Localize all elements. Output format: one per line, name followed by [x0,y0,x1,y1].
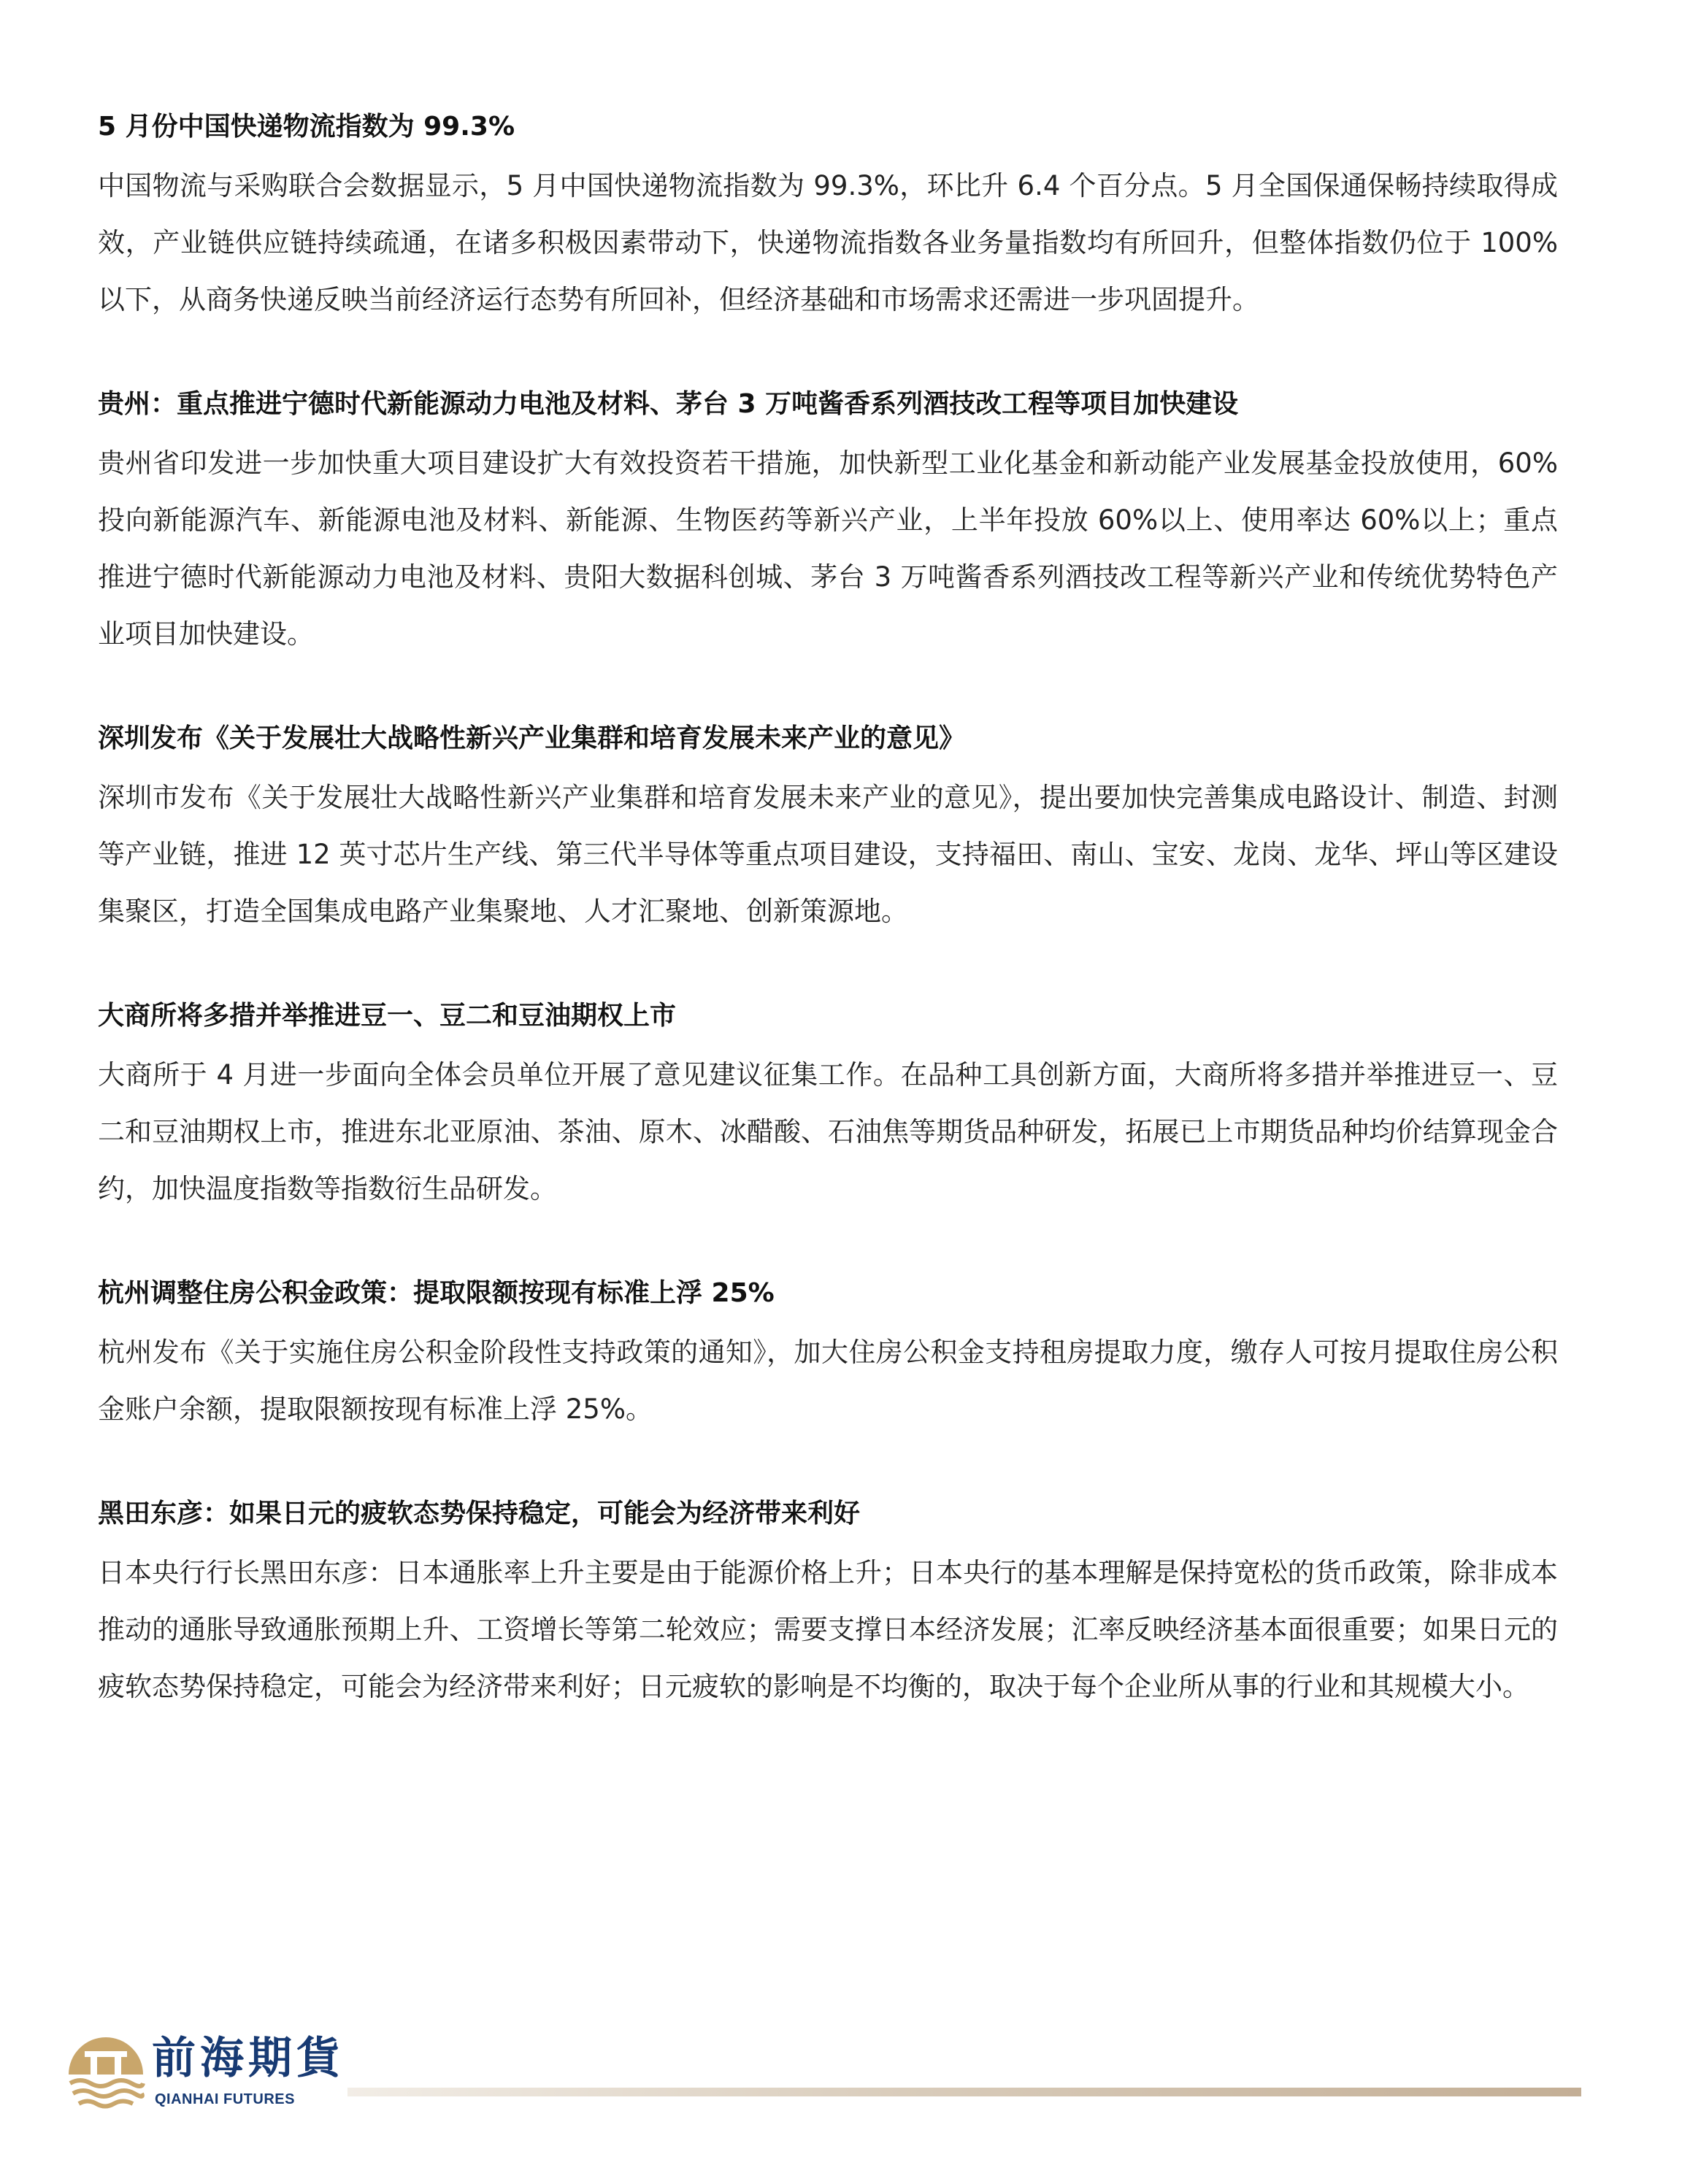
news-title: 杭州调整住房公积金政策：提取限额按现有标准上浮 25% [98,1278,775,1308]
news-title: 黑田东彦：如果日元的疲软态势保持稳定，可能会为经济带来利好 [98,1499,861,1529]
logo-chinese-name: 前海期貨 [152,2033,345,2084]
news-item-kuroda [98,1495,1558,1715]
news-title: 5 月份中国快递物流指数为 99.3% [98,112,515,142]
news-body: 深圳市发布《关于发展壮大战略性新兴产业集群和培育发展未来产业的意见》，提出要加快完善集成电路设计、制造、封测等产业链，推进 12 英寸芯片生产线、第三代半导体等重点项目建设，支持福田、南山、宝安、龙岗、龙华、坪山等区建设集聚区，打造全国集成电路产业集聚地、人才汇聚地、创新策源地。 [98,782,1558,927]
news-body: 中国物流与采购联合会数据显示，5 月中国快递物流指数为 99.3%，环比升 6.4 个百分点。5 月全国保通保畅持续取得成效，产业链供应链持续疏通，在诸多积极因素带动下，快递物流指数各业务量指数均有所回升，但整体指数仍位于 100%以下，从商务快递反映当前经济运行态势有所回补，但经济基础和市场需求还需进一步巩固提升。 [98,170,1558,315]
logo-english-name: QIANHAI FUTURES [155,2091,295,2107]
news-item-shenzhen [98,720,1558,940]
footer-divider [347,2088,1581,2096]
news-body: 日本央行行长黑田东彦：日本通胀率上升主要是由于能源价格上升；日本央行的基本理解是保持宽松的货币政策，除非成本推动的通胀导致通胀预期上升、工资增长等第二轮效应；需要支撑日本经济发展；汇率反映经济基本面很重要；如果日元的疲软态势保持稳定，可能会为经济带来利好；日元疲软的影响是不均衡的，取决于每个企业所从事的行业和其规模大小。 [98,1557,1558,1702]
news-item-express-logistics [98,108,1558,328]
news-body: 贵州省印发进一步加快重大项目建设扩大有效投资若干措施，加快新型工业化基金和新动能产业发展基金投放使用，60%投向新能源汽车、新能源电池及材料、新能源、生物医药等新兴产业，上半年投放 60%以上、使用率达 60%以上；重点推进宁德时代新能源动力电池及材料、贵阳大数据科创城、茅台 3 万吨酱香系列酒技改工程等新兴产业和传统优势特色产业项目加快建设。 [98,447,1558,650]
news-title: 贵州：重点推进宁德时代新能源动力电池及材料、茅台 3 万吨酱香系列酒技改工程等项目加快建设 [98,389,1239,419]
news-body: 大商所于 4 月进一步面向全体会员单位开展了意见建议征集工作。在品种工具创新方面，大商所将多措并举推进豆一、豆二和豆油期权上市，推进东北亚原油、茶油、原木、冰醋酸、石油焦等期货品种研发，拓展已上市期货品种均价结算现金合约，加快温度指数等指数衍生品研发。 [98,1059,1558,1204]
news-title: 深圳发布《关于发展壮大战略性新兴产业集群和培育发展未来产业的意见》 [98,723,966,753]
news-item-hangzhou [98,1274,1558,1438]
news-item-guizhou [98,385,1558,663]
news-item-dce [98,997,1558,1218]
news-body: 杭州发布《关于实施住房公积金阶段性支持政策的通知》，加大住房公积金支持租房提取力度，缴存人可按月提取住房公积金账户余额，提取限额按现有标准上浮 25%。 [98,1337,1558,1425]
news-title: 大商所将多措并举推进豆一、豆二和豆油期权上市 [98,1001,677,1031]
page-footer [63,2029,1581,2124]
news-content [98,108,1558,1772]
qianhai-logo-icon [63,2029,149,2115]
